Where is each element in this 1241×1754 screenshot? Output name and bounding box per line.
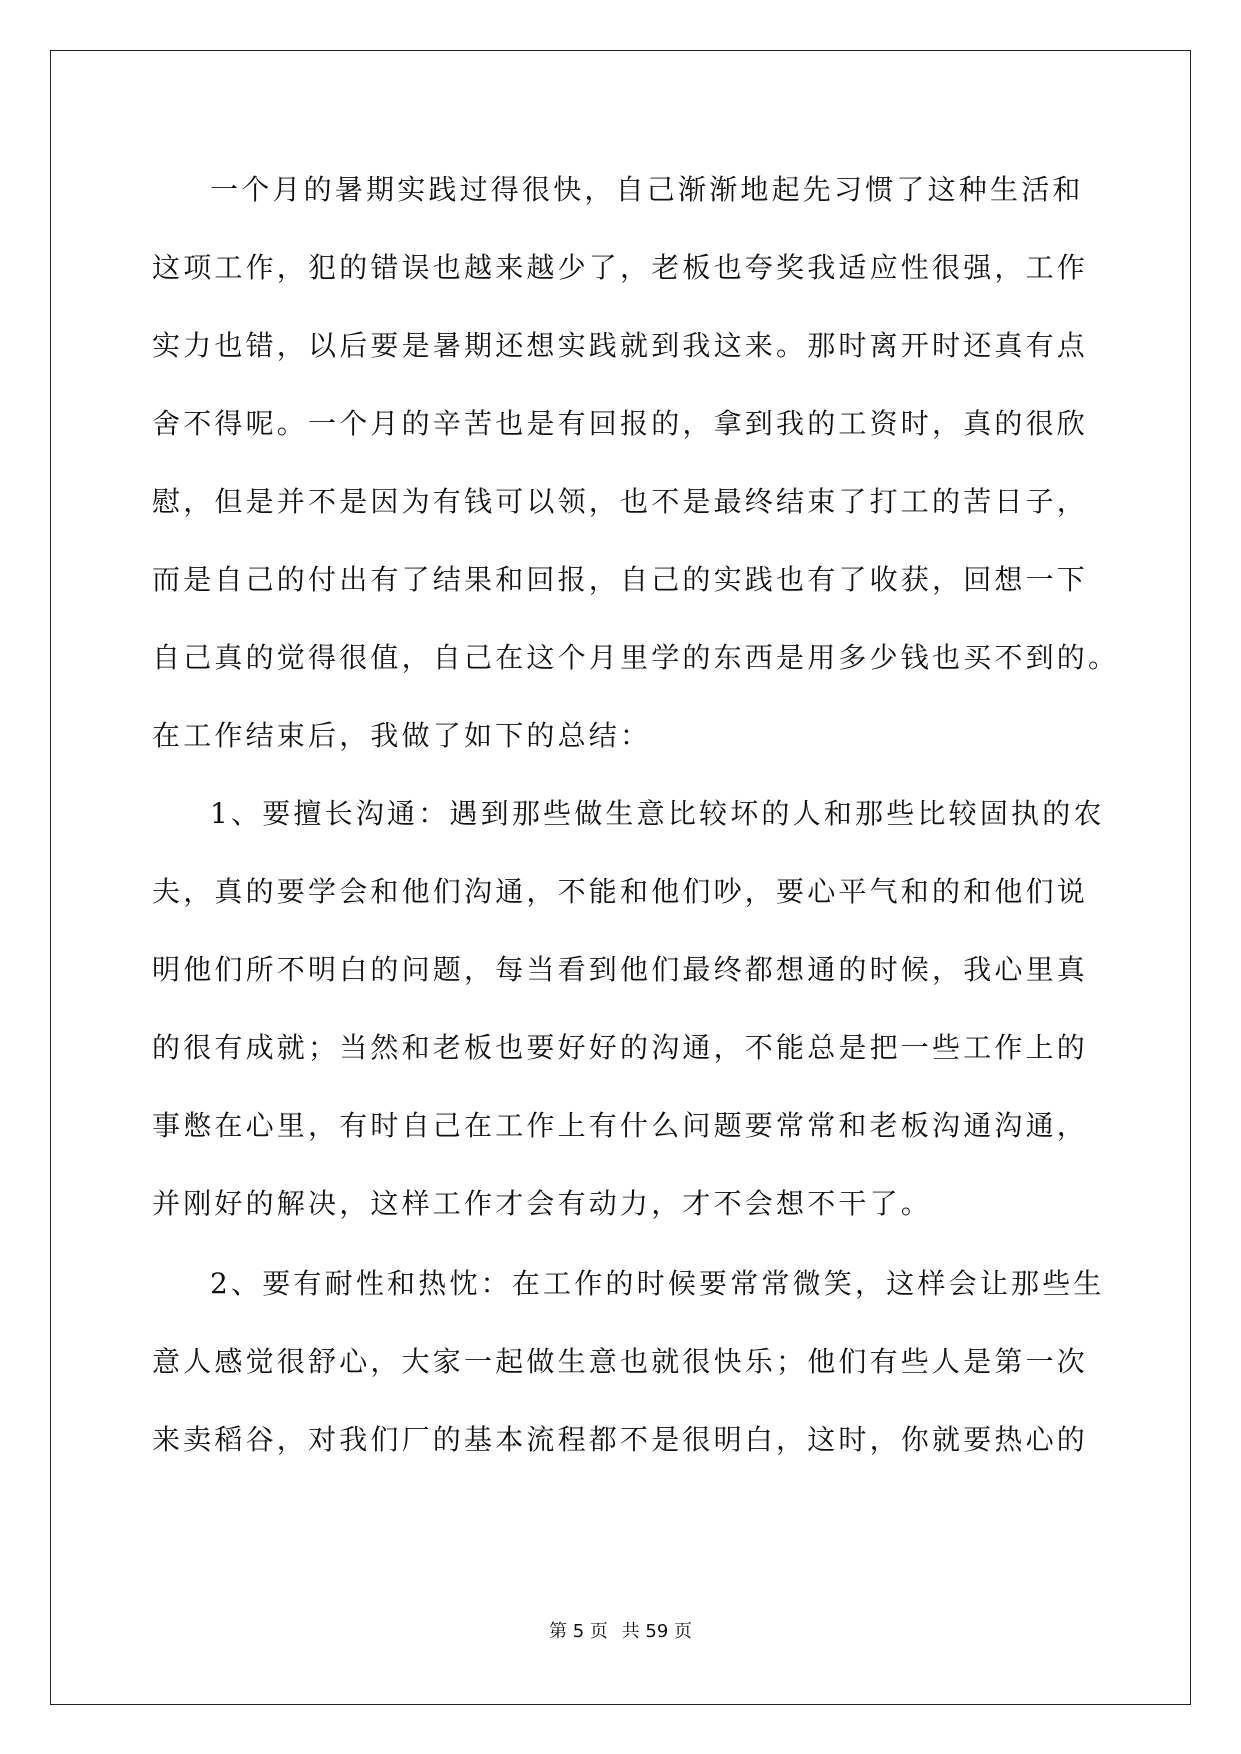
paragraph-3-line-2: 意人感觉很舒心，大家一起做生意也就很快乐；他们有些人是第一次 [152, 1345, 1089, 1378]
paragraph-3-line-1: 2、要有耐性和热忱：在工作的时候要常常微笑，这样会让那些生 [210, 1267, 1105, 1300]
paragraph-2-line-3: 明他们所不明白的问题，每当看到他们最终都想通的时候，我心里真 [152, 953, 1089, 986]
page-footer [0, 1617, 1241, 1643]
paragraph-1-line-1: 一个月的暑期实践过得很快，自己渐渐地起先习惯了这种生活和 [210, 173, 1084, 206]
page-total: 共 59 页 [621, 1621, 692, 1642]
paragraph-2-line-6: 并刚好的解决，这样工作才会有动力，才不会想不干了。 [152, 1187, 933, 1220]
paragraph-1-line-4: 舍不得呢。一个月的辛苦也是有回报的，拿到我的工资时，真的很欣 [152, 407, 1089, 440]
paragraph-1-line-3: 实力也错，以后要是暑期还想实践就到我这来。那时离开时还真有点 [152, 329, 1089, 362]
paragraph-1-line-5: 慰，但是并不是因为有钱可以领，也不是最终结束了打工的苦日子， [152, 485, 1089, 518]
paragraph-1-line-8: 在工作结束后，我做了如下的总结： [152, 719, 652, 752]
paragraph-1-line-2: 这项工作，犯的错误也越来越少了，老板也夸奖我适应性很强，工作 [152, 251, 1089, 284]
paragraph-1-line-6: 而是自己的付出有了结果和回报，自己的实践也有了收获，回想一下 [152, 563, 1089, 596]
paragraph-2-line-2: 夫，真的要学会和他们沟通，不能和他们吵，要心平气和的和他们说 [152, 875, 1089, 908]
paragraph-3-line-3: 来卖稻谷，对我们厂的基本流程都不是很明白，这时，你就要热心的 [152, 1423, 1089, 1456]
page-number: 第 5 页 [549, 1621, 608, 1642]
paragraph-1-line-7: 自己真的觉得很值，自己在这个月里学的东西是用多少钱也买不到的。 [152, 641, 1120, 674]
paragraph-2-line-4: 的很有成就；当然和老板也要好好的沟通，不能总是把一些工作上的 [152, 1031, 1089, 1064]
paragraph-2-line-1: 1、要擅长沟通：遇到那些做生意比较坏的人和那些比较固执的农 [210, 797, 1105, 830]
paragraph-2-line-5: 事憋在心里，有时自己在工作上有什么问题要常常和老板沟通沟通， [152, 1109, 1089, 1142]
